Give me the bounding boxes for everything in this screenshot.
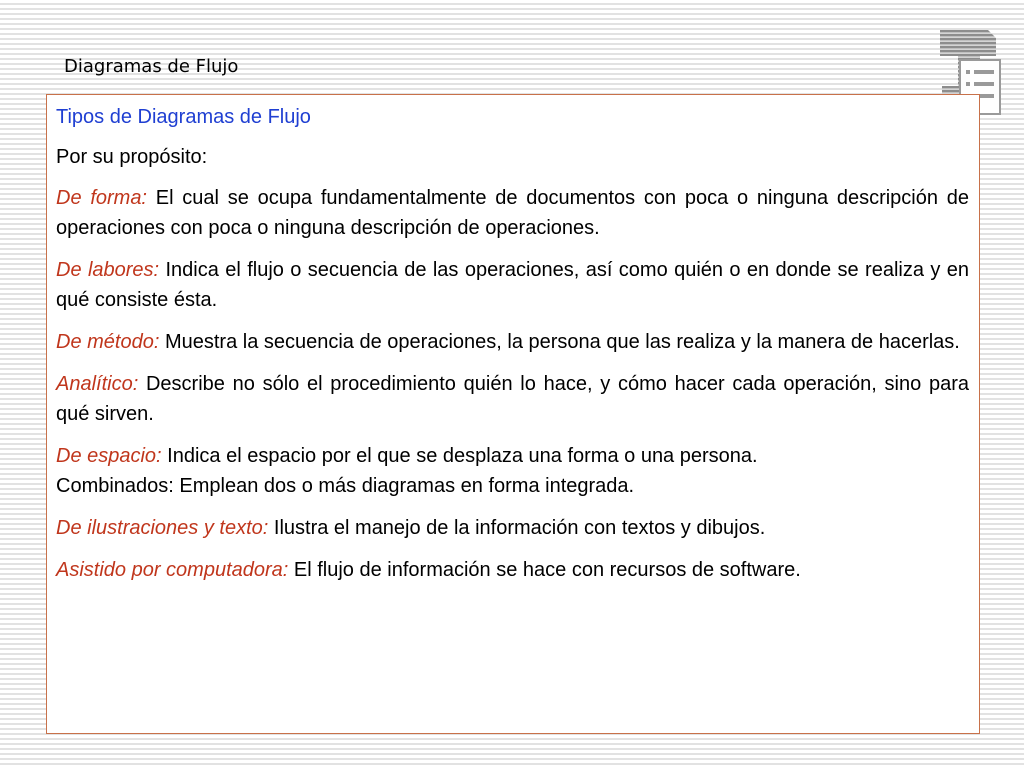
slide-header-title: Diagramas de Flujo xyxy=(64,56,239,77)
list-item-de-metodo xyxy=(56,327,969,357)
list-item-asistido xyxy=(56,555,969,585)
item-list xyxy=(56,183,969,585)
list-item-analitico xyxy=(56,369,969,429)
item-text: Ilustra el manejo de la información con textos y dibujos. xyxy=(268,517,766,539)
item-term: De método: xyxy=(56,331,160,353)
item-extra-combinados: Combinados: Emplean dos o más diagramas en forma integrada. xyxy=(56,475,635,497)
item-text: Muestra la secuencia de operaciones, la persona que las realiza y la manera de hacerlas. xyxy=(159,331,960,353)
box-title: Tipos de Diagramas de Flujo xyxy=(56,106,311,128)
item-text: Indica el espacio por el que se desplaza una forma o una persona. xyxy=(161,445,758,467)
item-text: El flujo de información se hace con recursos de software. xyxy=(288,559,801,581)
list-item-de-forma xyxy=(56,183,969,243)
list-item-de-ilustraciones xyxy=(56,513,969,543)
item-term: De espacio: xyxy=(56,445,162,467)
section-label: Por su propósito: xyxy=(56,146,208,168)
item-term: Asistido por computadora: xyxy=(56,559,289,581)
item-text: Indica el flujo o secuencia de las operaciones, así como quién o en donde se realiza y en qué consiste ésta. xyxy=(56,259,969,311)
content-box xyxy=(46,94,980,734)
item-text: Describe no sólo el procedimiento quién lo hace, y cómo hacer cada operación, sino para qué sirven. xyxy=(56,373,969,425)
list-item-de-labores xyxy=(56,255,969,315)
item-term: De labores: xyxy=(56,259,160,281)
item-term: Analítico: xyxy=(56,373,139,395)
list-item-de-espacio xyxy=(56,441,969,501)
item-text: El cual se ocupa fundamentalmente de documentos con poca o ninguna descripción de operaciones con poca o ninguna descripción de operaciones. xyxy=(56,187,969,239)
item-term: De ilustraciones y texto: xyxy=(56,517,269,539)
item-term: De forma: xyxy=(56,187,147,209)
